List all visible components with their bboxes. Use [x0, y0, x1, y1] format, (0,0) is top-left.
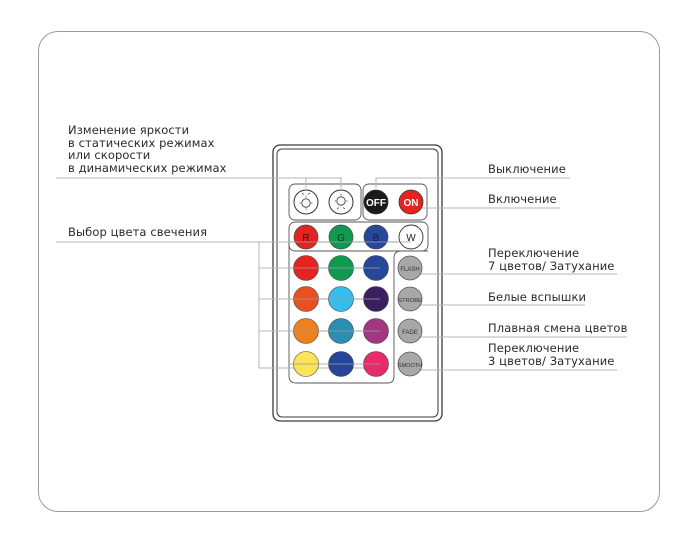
white-button-label: W — [406, 233, 416, 244]
green-button[interactable] — [329, 225, 353, 249]
white-button[interactable] — [399, 225, 423, 249]
on-button-label: ON — [403, 198, 419, 209]
brightness-up-button[interactable] — [294, 190, 318, 214]
brightness-label-line: Изменение яркости — [68, 123, 190, 137]
off-button[interactable] — [364, 190, 388, 214]
smooth-button-label: SMOOTH — [397, 363, 423, 369]
blue-button-label: B — [372, 233, 380, 244]
color-select-label: Выбор цвета свечения — [68, 225, 208, 239]
flash-label-line: 7 цветов/ Затухание — [488, 258, 615, 273]
smooth-label-line: 3 цветов/ Затухание — [488, 353, 615, 368]
flash-button-label: FLASH — [400, 267, 420, 273]
off-label: Выключение — [488, 162, 566, 176]
on-label: Включение — [488, 192, 557, 206]
brightness-label-line: или скорости — [68, 148, 151, 162]
smooth-label-line: Переключение — [488, 341, 580, 355]
flash-button[interactable] — [398, 256, 422, 280]
fade-label: Плавная смена цветов — [488, 321, 628, 335]
off-button-label: OFF — [366, 198, 386, 209]
fade-button-label: FADE — [402, 330, 418, 336]
fade-button[interactable] — [398, 319, 422, 343]
brightness-down-button[interactable] — [329, 190, 353, 214]
remote-body-outer — [273, 145, 442, 421]
strobe-label: Белые вспышки — [488, 290, 587, 304]
blue-button[interactable] — [364, 225, 388, 249]
strobe-button-label: STROBE — [398, 298, 422, 304]
on-button[interactable] — [399, 190, 423, 214]
smooth-button[interactable] — [398, 352, 422, 376]
flash-label-line: Переключение — [488, 246, 580, 260]
strobe-button[interactable] — [398, 287, 422, 311]
red-button-label: R — [302, 233, 310, 244]
red-button[interactable] — [294, 225, 318, 249]
green-button-label: G — [337, 233, 345, 244]
brightness-label-line: в динамических режимах — [68, 160, 227, 175]
brightness-label-line: в статических режимах — [68, 135, 215, 150]
